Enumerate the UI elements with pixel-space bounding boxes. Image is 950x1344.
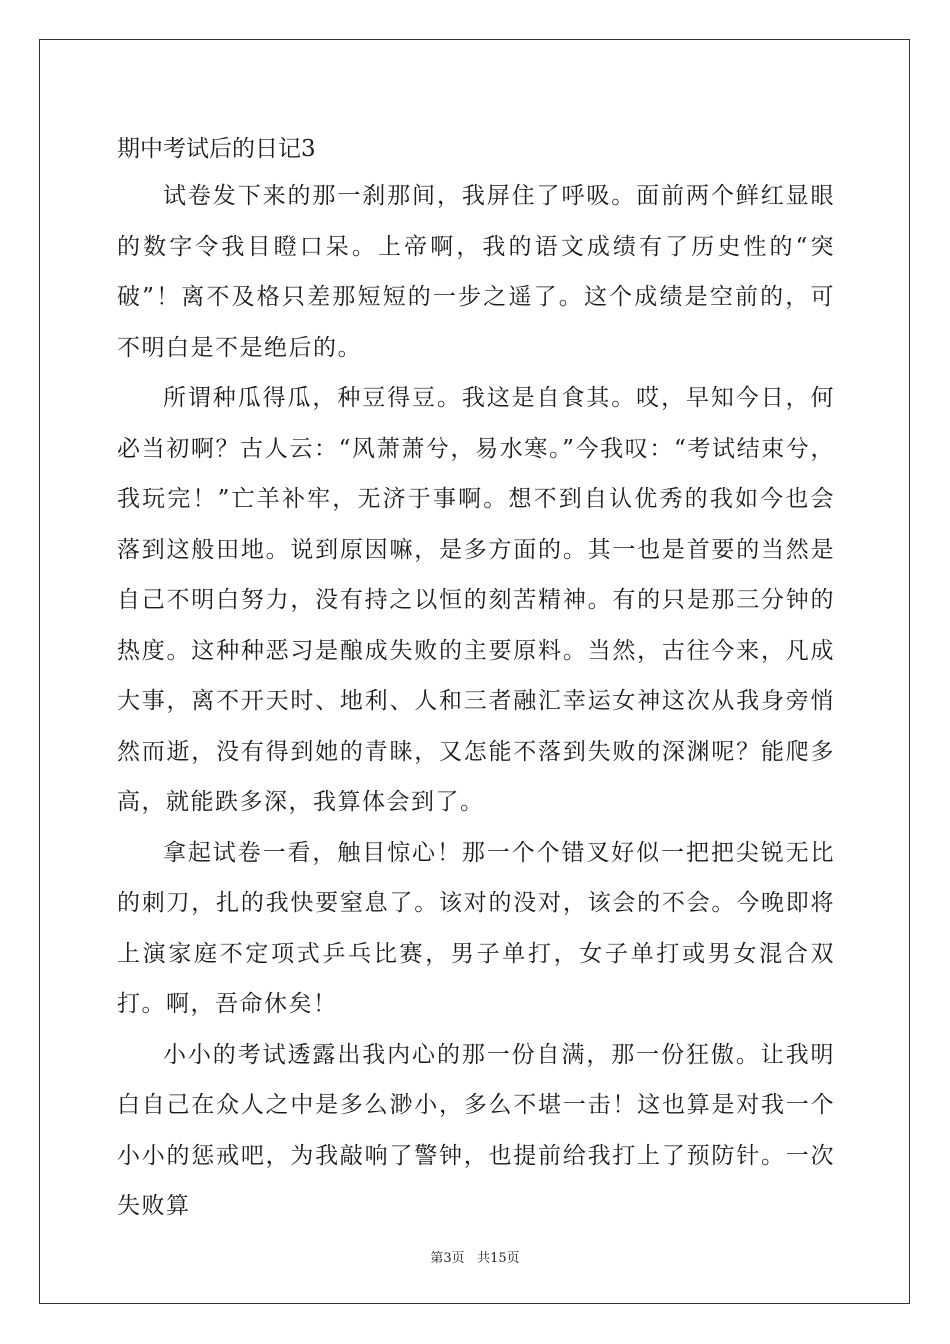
paragraph: 试卷发下来的那一刹那间，我屏住了呼吸。面前两个鲜红显眼的数字令我目瞪口呆。上帝啊，我的语文成绩有了历史性的“突破”！离不及格只差那短短的一步之遥了。这个成绩是空前的，可不明白是不是绝后的。 xyxy=(117,183,835,361)
diary-title: 期中考试后的日记3 xyxy=(117,136,316,162)
document-body xyxy=(117,127,835,1232)
current-page-label: 第3页 xyxy=(430,1251,465,1266)
total-pages-label: 共15页 xyxy=(477,1251,520,1266)
page-footer xyxy=(0,1247,950,1266)
paragraph: 拿起试卷一看，触目惊心！那一个个错叉好似一把把尖锐无比的刺刀，扎的我快要窒息了。该对的没对，该会的不会。今晚即将上演家庭不定项式乒乓比赛，男子单打，女子单打或男女混合双打。啊，吾命休矣！ xyxy=(117,839,835,1017)
paragraph: 所谓种瓜得瓜，种豆得豆。我这是自食其。哎，早知今日，何必当初啊？古人云：“风萧萧兮，易水寒。”今我叹：“考试结束兮，我玩完！”亡羊补牢，无济于事啊。想不到自认优秀的我如今也会落到这般田地。说到原因嘛，是多方面的。其一也是首要的当然是自己不明白努力，没有持之以恒的刻苦精神。有的只是那三分钟的热度。这种种恶习是酿成失败的主要原料。当然，古往今来，凡成大事，离不开天时、地利、人和三者融汇幸运女神这次从我身旁悄然而逝，没有得到她的青睐，又怎能不落到失败的深渊呢？能爬多高，就能跌多深，我算体会到了。 xyxy=(117,385,835,815)
paragraph: 小小的考试透露出我内心的那一份自满，那一份狂傲。让我明白自己在众人之中是多么渺小，多么不堪一击！这也算是对我一个小小的惩戒吧，为我敲响了警钟，也提前给我打上了预防针。一次失败算 xyxy=(117,1041,835,1219)
